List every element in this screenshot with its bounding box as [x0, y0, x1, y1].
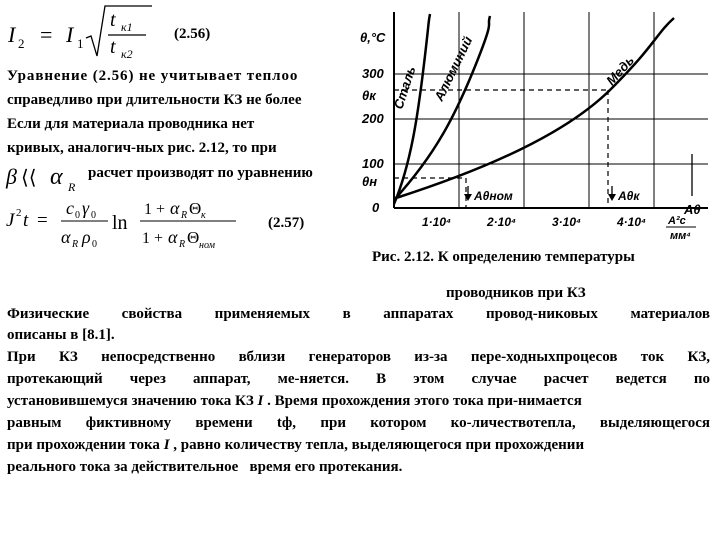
para3-line5-b: , равно количеству тепла, выделяющегося при прохождении: [169, 437, 585, 453]
eq257-alpha-bot-sub: R: [179, 239, 186, 250]
eq256-num-sub: к1: [121, 20, 133, 34]
theta-n-label: θн: [362, 174, 378, 189]
curve-label-aluminum: Алюминий: [431, 33, 476, 104]
eq257-j: J: [6, 210, 15, 231]
x-tick-3: 3·10⁴: [552, 215, 582, 229]
curve-label-steel: Сталь: [390, 64, 419, 111]
x-units-top: А²с: [668, 215, 686, 227]
a-k-label: Aθк: [618, 189, 640, 203]
eq257-one-plus-top: 1 +: [144, 201, 166, 218]
arrow-a-nom-head: [464, 194, 472, 201]
y-tick-300: 300: [362, 66, 384, 81]
equation-2-56-svg: [6, 2, 156, 60]
x-tick-4: 4·10⁴: [617, 215, 647, 229]
figure-caption-line2: проводников при КЗ: [446, 285, 586, 301]
para3-line4: равным фиктивному времени tф, при котором ко-личествотепла, выделяющегося: [7, 415, 710, 431]
para1-line4: кривых, аналогич-ных рис. 2.12, то при: [7, 140, 277, 156]
eq257-theta-bot-sub: ном: [199, 240, 215, 251]
curve-label-copper: Медь: [603, 52, 637, 89]
para1-line3: Если для материала проводника нет: [7, 116, 255, 132]
current-symbol: I: [257, 393, 264, 409]
eq257-alpha-r-sub: R: [72, 239, 79, 250]
equation-2-56-label: (2.56): [174, 26, 211, 42]
eq257-alpha-bot: α: [168, 227, 178, 247]
beta-symbol: β: [6, 164, 17, 189]
eq256-rhs-sub: 1: [77, 36, 84, 51]
x-tick-1: 1·10⁴: [422, 215, 452, 229]
alpha-sub: R: [68, 180, 76, 194]
eq256-num-t: t: [110, 9, 116, 31]
para1-line1: Уравнение (2.56) не учитывает теплоо: [7, 68, 299, 84]
a-nom-label: Aθном: [474, 189, 513, 203]
equation-2-57: [4, 196, 254, 254]
y-axis-label: θ,°С: [360, 30, 386, 45]
para3-line1: При КЗ непосредственно вблизи генераторов из-за пере-ходныхпроцесов ток КЗ,: [7, 349, 710, 365]
eq256-lhs-sub: 2: [18, 36, 25, 51]
eq257-alpha-r: α: [61, 227, 71, 247]
eq256-rhs-i: I: [66, 22, 74, 47]
eq257-one-plus-bot: 1 +: [142, 230, 164, 247]
eq257-j-sup: 2: [16, 207, 22, 219]
x-units-bottom: мм⁴: [670, 230, 691, 242]
eq257-rho0: ρ: [82, 227, 91, 247]
para3-line3-b: . Время прохождения этого тока при-нимается: [263, 393, 582, 409]
para3-line5: [7, 435, 584, 456]
eq257-c0-sub: 0: [75, 210, 80, 221]
eq257-c0: c: [66, 198, 74, 218]
arrow-a-k-head: [608, 194, 616, 201]
eq257-rho0-sub: 0: [92, 239, 97, 250]
much-less-symbol: ⟨⟨: [21, 167, 37, 189]
eq257-gamma0: γ: [82, 198, 90, 218]
eq256-lhs-i: I: [8, 22, 16, 47]
eq257-ln: ln: [112, 212, 128, 234]
para2-line2: описаны в [8.1].: [7, 327, 115, 343]
eq257-alpha-top-sub: R: [181, 210, 188, 221]
para3-line3-a: установившемуся значению тока КЗ: [7, 393, 258, 409]
para1-line5: расчет производят по уравнению: [88, 165, 313, 181]
alpha-symbol: α: [50, 164, 63, 190]
eq257-theta-top-sub: к: [201, 210, 206, 221]
condition-svg: [4, 160, 86, 194]
y-tick-100: 100: [362, 156, 384, 171]
eq257-alpha-top: α: [170, 198, 180, 218]
sqrt-sign: [86, 6, 152, 56]
eq257-gamma0-sub: 0: [91, 210, 96, 221]
current-symbol-2: I: [163, 437, 170, 453]
eq256-equals: =: [40, 22, 53, 47]
figure-caption-line1: Рис. 2.12. К определению температуры: [372, 249, 635, 265]
equation-2-56: [6, 2, 156, 60]
eq257-theta-bot: Θ: [187, 228, 200, 247]
curve-aluminum: [394, 16, 490, 200]
x-tick-2: 2·10⁴: [487, 215, 517, 229]
eq256-den-sub: к2: [121, 47, 133, 60]
eq256-den-t: t: [110, 36, 116, 58]
equation-2-57-svg: [4, 196, 254, 254]
condition-beta-alpha: [4, 160, 86, 194]
equation-2-57-label: (2.57): [268, 215, 305, 231]
figure-2-12: [356, 4, 720, 246]
y-tick-200: 200: [362, 111, 384, 126]
figure-2-12-svg: [356, 4, 720, 246]
para1-line2: справедливо при длительности КЗ не более: [7, 92, 302, 108]
x-axis-label: Aθ: [684, 202, 701, 217]
y-tick-0: 0: [372, 200, 380, 215]
eq257-t: t: [23, 210, 29, 231]
curve-copper: [396, 18, 674, 198]
para3-line6: реального тока за действительное время его протекания.: [7, 459, 403, 475]
eq257-equals: =: [37, 210, 48, 231]
para2-line1: Физические свойства применяемых в аппаратах провод-никовых материалов: [7, 306, 710, 322]
para3-line2: протекающий через аппарат, ме-няется. В этом случае расчет ведется по: [7, 371, 710, 387]
para3-line5-a: при прохождении тока: [7, 437, 164, 453]
para3-line3: [7, 391, 582, 412]
theta-k-label: θк: [362, 88, 376, 103]
eq257-theta-top: Θ: [189, 199, 202, 218]
